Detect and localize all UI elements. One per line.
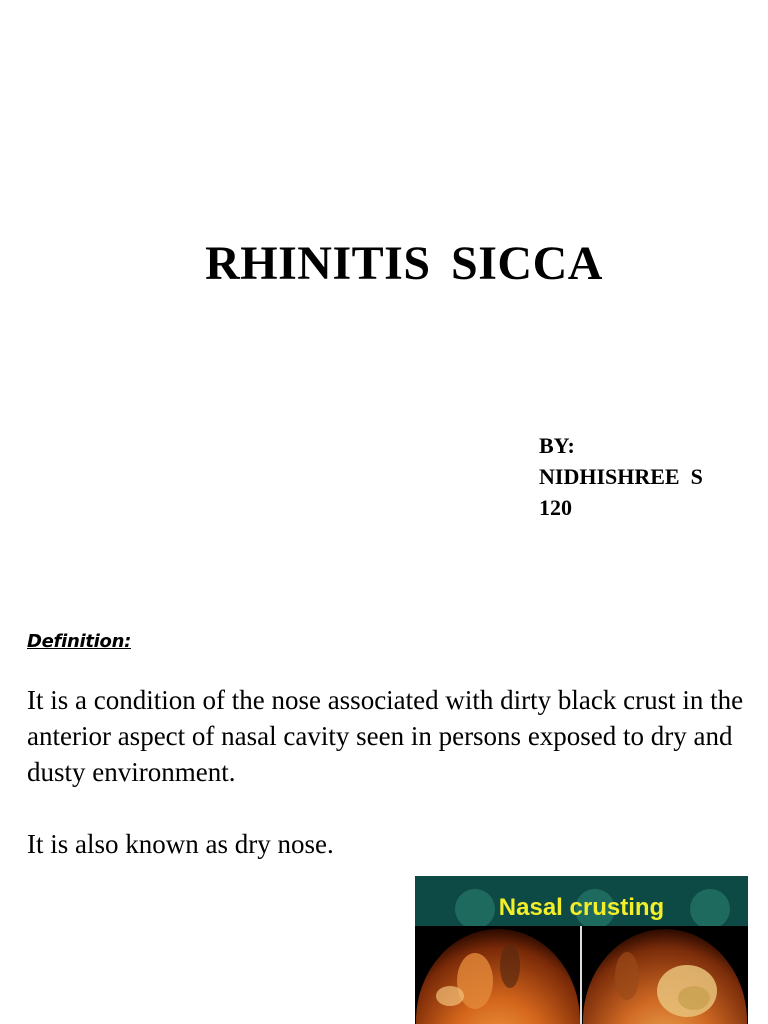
by-label: BY: xyxy=(539,433,575,458)
endoscopy-image-left xyxy=(415,926,581,1024)
endoscopy-image-right xyxy=(582,926,748,1024)
definition-paragraph: It is a condition of the nose associated with dirty black crust in the anterior aspect of nasal cavity seen in persons exposed to dry and dusty environment. xyxy=(27,685,744,787)
alias-paragraph: It is also known as dry nose. xyxy=(27,829,334,859)
author-number: 120 xyxy=(539,495,572,520)
definition-heading: Definition: xyxy=(27,631,131,652)
slide-title: RHINITIS SICCA xyxy=(205,237,603,290)
author-name: NIDHISHREE S xyxy=(539,464,703,489)
figure-caption: Nasal crusting xyxy=(498,894,665,921)
author-block xyxy=(539,430,703,523)
nasal-crusting-figure xyxy=(415,876,748,1024)
